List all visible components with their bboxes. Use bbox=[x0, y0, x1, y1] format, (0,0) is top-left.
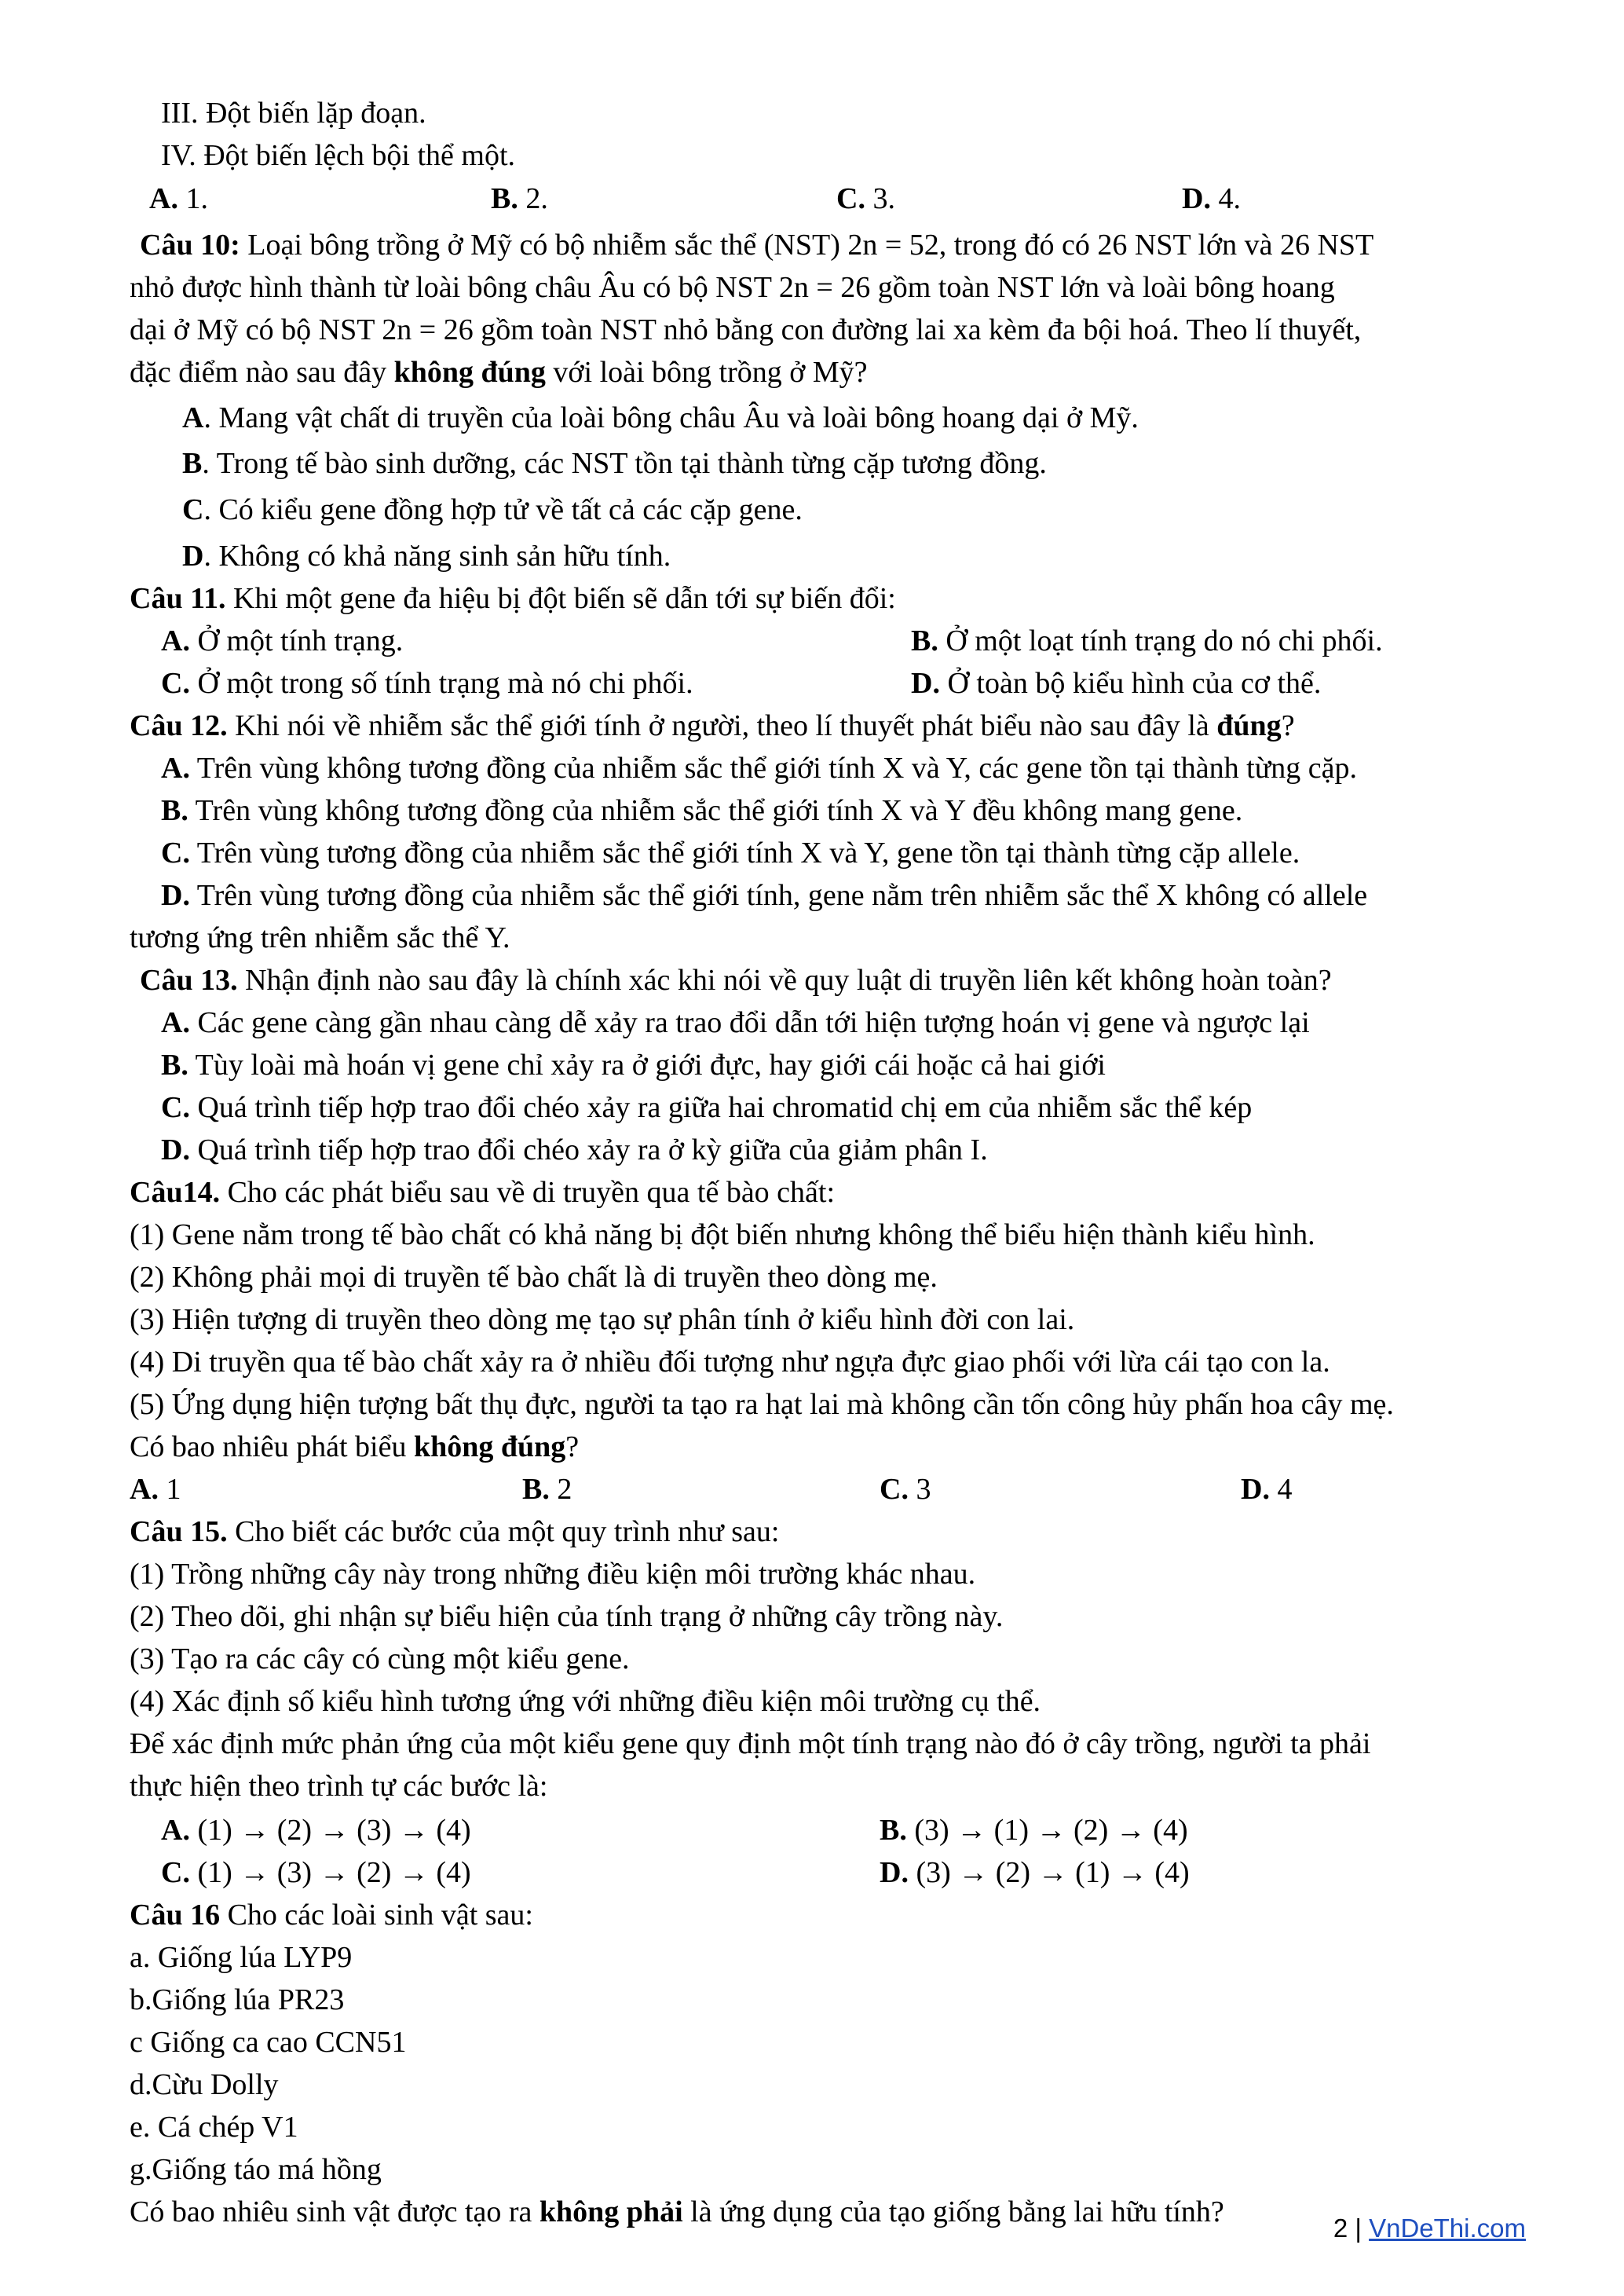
answer-b: B. Tùy loài mà hoán vị gene chỉ xảy ra ở giới đực, hay giới cái hoặc cả hai giới bbox=[161, 1049, 1106, 1082]
answer-d: D. Không có khả năng sinh sản hữu tính. bbox=[182, 540, 671, 573]
answer-b: B. Trong tế bào sinh dưỡng, các NST tồn tại thành từng cặp tương đồng. bbox=[182, 447, 1047, 480]
answer-option: B. 2. bbox=[491, 182, 548, 215]
answer-d-continued: tương ứng trên nhiễm sắc thể Y. bbox=[130, 921, 510, 954]
question-10: Câu 10: Loại bông trồng ở Mỹ có bộ nhiễm sắc thể (NST) 2n = 52, trong đó có 26 NST lớn và 26 NST bbox=[140, 229, 1374, 262]
step: (2) Theo dõi, ghi nhận sự biểu hiện của tính trạng ở những cây trồng này. bbox=[130, 1600, 1004, 1633]
answer-a: A. Mang vật chất di truyền của loài bông châu Âu và loài bông hoang dại ở Mỹ. bbox=[182, 401, 1139, 434]
statement-iv: IV. Đột biến lệch bội thể một. bbox=[161, 139, 516, 172]
step: (3) Tạo ra các cây có cùng một kiểu gene. bbox=[130, 1642, 630, 1675]
list-item: d.Cừu Dolly bbox=[130, 2068, 279, 2101]
answer-option: C. 3. bbox=[836, 182, 895, 215]
question-prompt: Có bao nhiêu sinh vật được tạo ra không phải là ứng dụng của tạo giống bằng lai hữu tính? bbox=[130, 2195, 1224, 2228]
answer-c: C. Trên vùng tương đồng của nhiễm sắc thể giới tính X và Y, gene tồn tại thành từng cặp allele. bbox=[161, 837, 1300, 870]
question-12: Câu 12. Khi nói về nhiễm sắc thể giới tính ở người, theo lí thuyết phát biểu nào sau đây là đúng? bbox=[130, 709, 1295, 742]
step: (4) Xác định số kiểu hình tương ứng với những điều kiện môi trường cụ thể. bbox=[130, 1685, 1041, 1718]
answer-c: C. Có kiểu gene đồng hợp tử về tất cả các cặp gene. bbox=[182, 493, 803, 526]
statement: (5) Ứng dụng hiện tượng bất thụ đực, người ta tạo ra hạt lai mà không cần tốn công hủy phấn hoa cây mẹ. bbox=[130, 1388, 1394, 1421]
answer-d: D. (3) → (2) → (1) → (4) bbox=[880, 1856, 1190, 1889]
question-16: Câu 16 Cho các loài sinh vật sau: bbox=[130, 1899, 533, 1932]
answer-a: A. Ở một tính trạng. bbox=[161, 624, 404, 657]
list-item: g.Giống táo má hồng bbox=[130, 2153, 382, 2186]
statement: (3) Hiện tượng di truyền theo dòng mẹ tạo sự phân tính ở kiểu hình đời con lai. bbox=[130, 1303, 1075, 1336]
question-prompt: thực hiện theo trình tự các bước là: bbox=[130, 1770, 548, 1803]
statement-iii: III. Đột biến lặp đoạn. bbox=[161, 97, 426, 130]
answer-c: C. (1) → (3) → (2) → (4) bbox=[161, 1856, 471, 1889]
answer-b: B. Trên vùng không tương đồng của nhiễm sắc thể giới tính X và Y đều không mang gene. bbox=[161, 794, 1243, 827]
answer-option: A. 1 bbox=[130, 1473, 181, 1506]
question-13: Câu 13. Nhận định nào sau đây là chính xác khi nói về quy luật di truyền liên kết không hoàn toàn? bbox=[140, 964, 1332, 997]
question-text: nhỏ được hình thành từ loài bông châu Âu có bộ NST 2n = 26 gồm toàn NST lớn và loài bông hoang bbox=[130, 271, 1335, 304]
answer-c: C. Ở một trong số tính trạng mà nó chi phối. bbox=[161, 667, 693, 700]
site-link[interactable]: VnDeThi.com bbox=[1369, 2214, 1526, 2243]
statement: (1) Gene nằm trong tế bào chất có khả năng bị đột biến nhưng không thể biểu hiện thành kiểu hình. bbox=[130, 1218, 1315, 1251]
question-text: đặc điểm nào sau đây không đúng với loài bông trồng ở Mỹ? bbox=[130, 356, 868, 389]
answer-a: A. Các gene càng gần nhau càng dễ xảy ra trao đổi dẫn tới hiện tượng hoán vị gene và ngược lại bbox=[161, 1006, 1310, 1039]
list-item: a. Giống lúa LYP9 bbox=[130, 1941, 353, 1974]
answer-b: B. Ở một loạt tính trạng do nó chi phối. bbox=[911, 624, 1383, 657]
answer-b: B. (3) → (1) → (2) → (4) bbox=[880, 1814, 1188, 1847]
question-15: Câu 15. Cho biết các bước của một quy trình như sau: bbox=[130, 1515, 780, 1548]
answer-d: D. Trên vùng tương đồng của nhiễm sắc thể giới tính, gene nằm trên nhiễm sắc thể X không có allele bbox=[161, 879, 1368, 912]
question-prompt: Để xác định mức phản ứng của một kiểu gene quy định một tính trạng nào đó ở cây trồng, người ta phải bbox=[130, 1727, 1371, 1760]
answer-option: D. 4. bbox=[1182, 182, 1241, 215]
page-footer bbox=[1333, 2211, 1526, 2246]
answer-option: A. 1. bbox=[149, 182, 208, 215]
statement: (4) Di truyền qua tế bào chất xảy ra ở nhiều đối tượng như ngựa đực giao phối với lừa cái tạo con la. bbox=[130, 1346, 1330, 1379]
list-item: c Giống ca cao CCN51 bbox=[130, 2026, 407, 2059]
question-14: Câu14. Cho các phát biểu sau về di truyền qua tế bào chất: bbox=[130, 1176, 836, 1209]
answer-d: D. Quá trình tiếp hợp trao đổi chéo xảy ra ở kỳ giữa của giảm phân I. bbox=[161, 1133, 988, 1166]
question-text: dại ở Mỹ có bộ NST 2n = 26 gồm toàn NST nhỏ bằng con đường lai xa kèm đa bội hoá. Theo lí thuyết, bbox=[130, 313, 1362, 346]
answer-c: C. Quá trình tiếp hợp trao đổi chéo xảy ra giữa hai chromatid chị em của nhiễm sắc thể kép bbox=[161, 1091, 1253, 1124]
list-item: b.Giống lúa PR23 bbox=[130, 1983, 345, 2016]
answer-a: A. Trên vùng không tương đồng của nhiễm sắc thể giới tính X và Y, các gene tồn tại thành từng cặp. bbox=[161, 752, 1358, 785]
answer-option: B. 2 bbox=[522, 1473, 572, 1506]
question-11: Câu 11. Khi một gene đa hiệu bị đột biến sẽ dẫn tới sự biến đổi: bbox=[130, 582, 896, 615]
answer-option: D. 4 bbox=[1241, 1473, 1293, 1506]
page-number: 2 | bbox=[1333, 2214, 1370, 2243]
step: (1) Trồng những cây này trong những điều kiện môi trường khác nhau. bbox=[130, 1558, 976, 1591]
statement: (2) Không phải mọi di truyền tế bào chất là di truyền theo dòng mẹ. bbox=[130, 1261, 938, 1294]
list-item: e. Cá chép V1 bbox=[130, 2111, 298, 2144]
answer-option: C. 3 bbox=[880, 1473, 931, 1506]
question-prompt: Có bao nhiêu phát biểu không đúng? bbox=[130, 1430, 580, 1463]
answer-d: D. Ở toàn bộ kiểu hình của cơ thể. bbox=[911, 667, 1322, 700]
answer-a: A. (1) → (2) → (3) → (4) bbox=[161, 1814, 471, 1847]
